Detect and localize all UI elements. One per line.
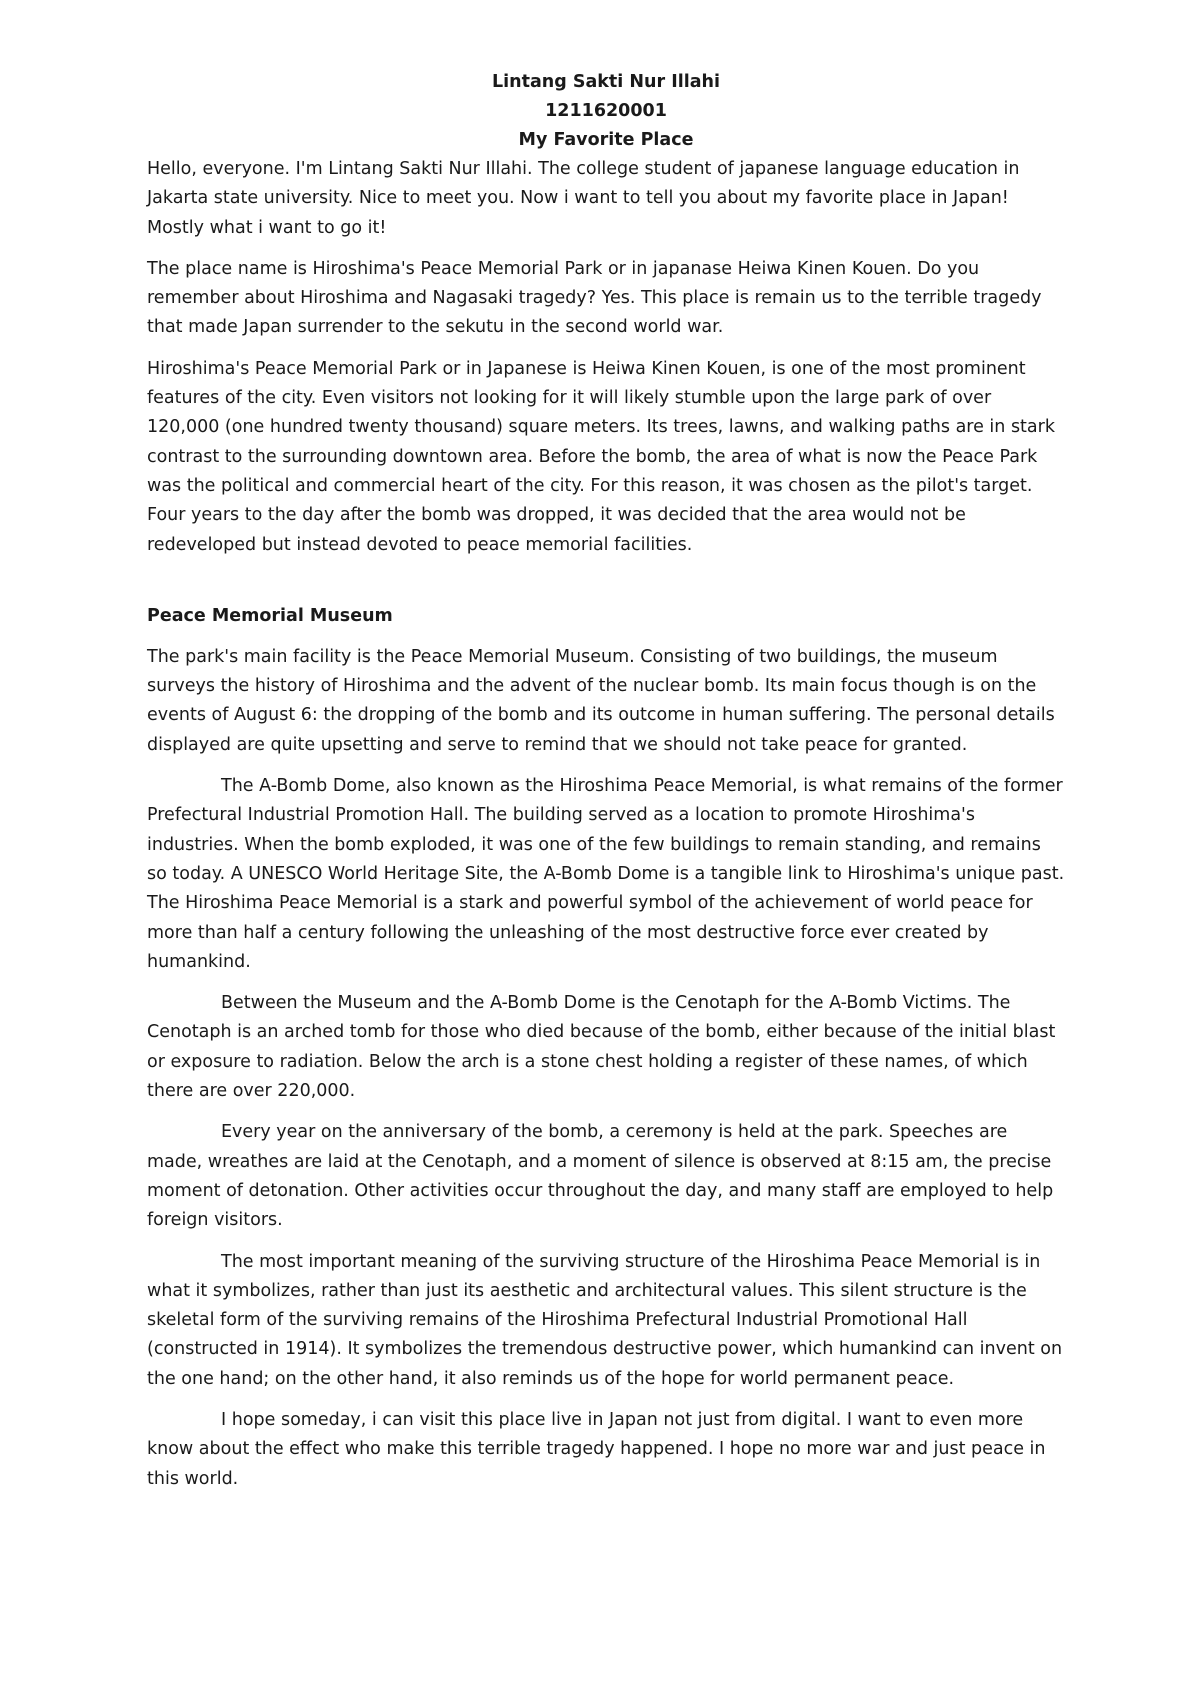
- park-description-paragraph: Hiroshima's Peace Memorial Park or in Japanese is Heiwa Kinen Kouen, is one of the most prominent features of the city. Even visitors not looking for it will likely stumble upon the large park of over 120,000 (one hundred twenty thousand) square meters. Its trees, lawns, and walking paths are in stark contrast to the surrounding downtown area. Before the bomb, the area of what is now the Peace Park was the political and commercial heart of the city. For this reason, it was chosen as the pilot's target. Four years to the day after the bomb was dropped, it was decided that the area would not be redeveloped but instead devoted to peace memorial facilities.: [147, 358, 1055, 555]
- ceremony-paragraph: Every year on the anniversary of the bomb, a ceremony is held at the park. Speeches are made, wreathes are laid at the Cenotaph, and a moment of silence is observed at 8:15 am, the precise moment of detonation. Other activities occur throughout the day, and many staff are employed to help foreign visitors.: [147, 1122, 1054, 1231]
- student-id: 1211620001: [545, 101, 667, 121]
- a-bomb-dome-paragraph: The A-Bomb Dome, also known as the Hiroshima Peace Memorial, is what remains of the former Prefectural Industrial Promotion Hall. The building served as a location to promote Hiroshima's industries. When the bomb exploded, it was one of the few buildings to remain standing, and remains so today. A UNESCO World Heritage Site, the A-Bomb Dome is a tangible link to Hiroshima's unique past. The Hiroshima Peace Memorial is a stark and powerful symbol of the achievement of world peace for more than half a century following the unleashing of the most destructive force ever created by humankind.: [147, 776, 1065, 972]
- document-header: [147, 68, 1065, 155]
- place-name-paragraph: The place name is Hiroshima's Peace Memorial Park or in japanase Heiwa Kinen Kouen. Do you remember about Hiroshima and Nagasaki tragedy? Yes. This place is remain us to the terrible tragedy that made Japan surrender to the sekutu in the second world war.: [147, 258, 1042, 338]
- author-name: Lintang Sakti Nur Illahi: [492, 72, 720, 92]
- cenotaph-paragraph: Between the Museum and the A-Bomb Dome is the Cenotaph for the A-Bomb Victims. The Cenotaph is an arched tomb for those who died because of the bomb, either because of the initial blast or exposure to radiation. Below the arch is a stone chest holding a register of these names, of which there are over 220,000.: [147, 993, 1056, 1102]
- closing-paragraph: I hope someday, i can visit this place live in Japan not just from digital. I want to even more know about the effect who make this terrible tragedy happened. I hope no more war and just peace in this world.: [147, 1409, 1046, 1489]
- museum-paragraph: The park's main facility is the Peace Memorial Museum. Consisting of two buildings, the museum surveys the history of Hiroshima and the advent of the nuclear bomb. Its main focus though is on the events of August 6: the dropping of the bomb and its outcome in human suffering. The personal details displayed are quite upsetting and serve to remind that we should not take peace for granted.: [147, 646, 1055, 755]
- meaning-paragraph: The most important meaning of the surviving structure of the Hiroshima Peace Memorial is in what it symbolizes, rather than just its aesthetic and architectural values. This silent structure is the skeletal form of the surviving remains of the Hiroshima Prefectural Industrial Promotional Hall (constructed in 1914). It symbolizes the tremendous destructive power, which humankind can invent on the one hand; on the other hand, it also reminds us of the hope for world permanent peace.: [147, 1251, 1063, 1389]
- intro-paragraph: Hello, everyone. I'm Lintang Sakti Nur Illahi. The college student of japanese language education in Jakarta state university. Nice to meet you. Now i want to tell you about my favorite place in Japan! Mostly what i want to go it!: [147, 159, 1020, 238]
- section-heading: Peace Memorial Museum: [147, 605, 393, 626]
- document-page: [147, 68, 1065, 1506]
- document-title: My Favorite Place: [518, 130, 694, 150]
